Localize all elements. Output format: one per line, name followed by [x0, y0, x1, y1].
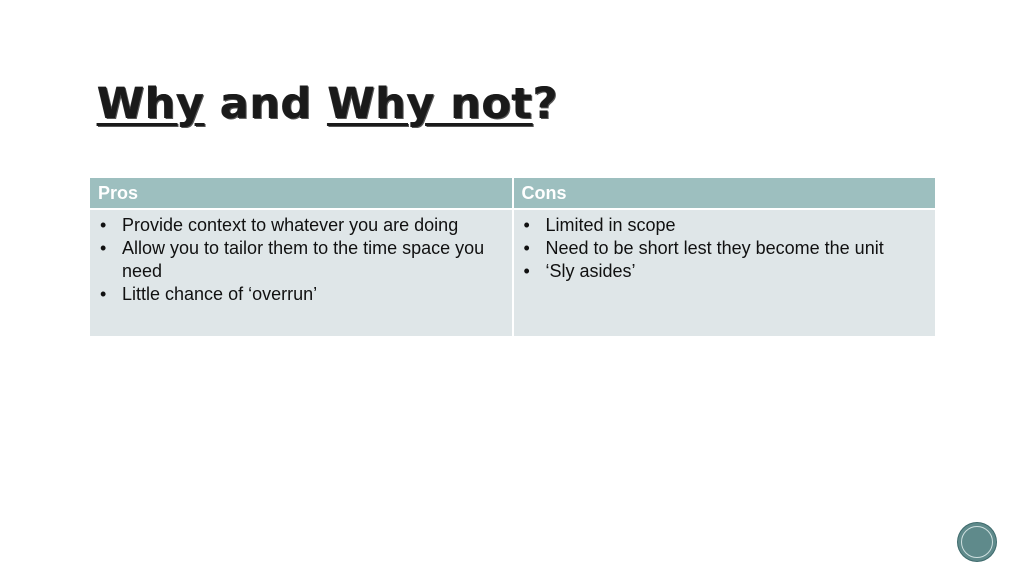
- list-item: [98, 214, 504, 237]
- table-header-row: [90, 178, 935, 209]
- title-question-mark: ?: [532, 79, 559, 129]
- header-pros: Pros: [90, 178, 513, 209]
- title-why: Why: [97, 79, 205, 129]
- pros-item-text: Little chance of ‘overrun’: [122, 284, 318, 304]
- slide-title: [97, 76, 558, 132]
- cons-cell: [513, 209, 936, 336]
- bullet-icon: •: [523, 238, 530, 258]
- cons-item-text: Need to be short lest they become the unit: [545, 238, 884, 258]
- bullet-icon: •: [100, 215, 107, 235]
- title-why-not: Why not: [327, 79, 533, 129]
- table-row: [90, 209, 935, 336]
- pros-item-text: Allow you to tailor them to the time space you need: [122, 238, 485, 281]
- bullet-icon: •: [100, 284, 107, 304]
- list-item: [98, 237, 504, 283]
- slide-number-badge-icon: [958, 523, 996, 561]
- pros-cell: [90, 209, 513, 336]
- cons-list: [522, 214, 928, 283]
- list-item: [522, 237, 928, 260]
- pros-item-text: Provide context to whatever you are doing: [122, 215, 459, 235]
- bullet-icon: •: [100, 238, 107, 258]
- pros-list: [98, 214, 504, 306]
- bullet-icon: •: [523, 261, 530, 281]
- cons-item-text: ‘Sly asides’: [545, 261, 636, 281]
- bullet-icon: •: [523, 215, 530, 235]
- list-item: [98, 283, 504, 306]
- list-item: [522, 214, 928, 237]
- title-and: and: [204, 79, 328, 129]
- cons-item-text: Limited in scope: [545, 215, 676, 235]
- badge-ring: [961, 526, 993, 558]
- list-item: [522, 260, 928, 283]
- header-cons: Cons: [513, 178, 936, 209]
- pros-cons-table: [90, 178, 935, 336]
